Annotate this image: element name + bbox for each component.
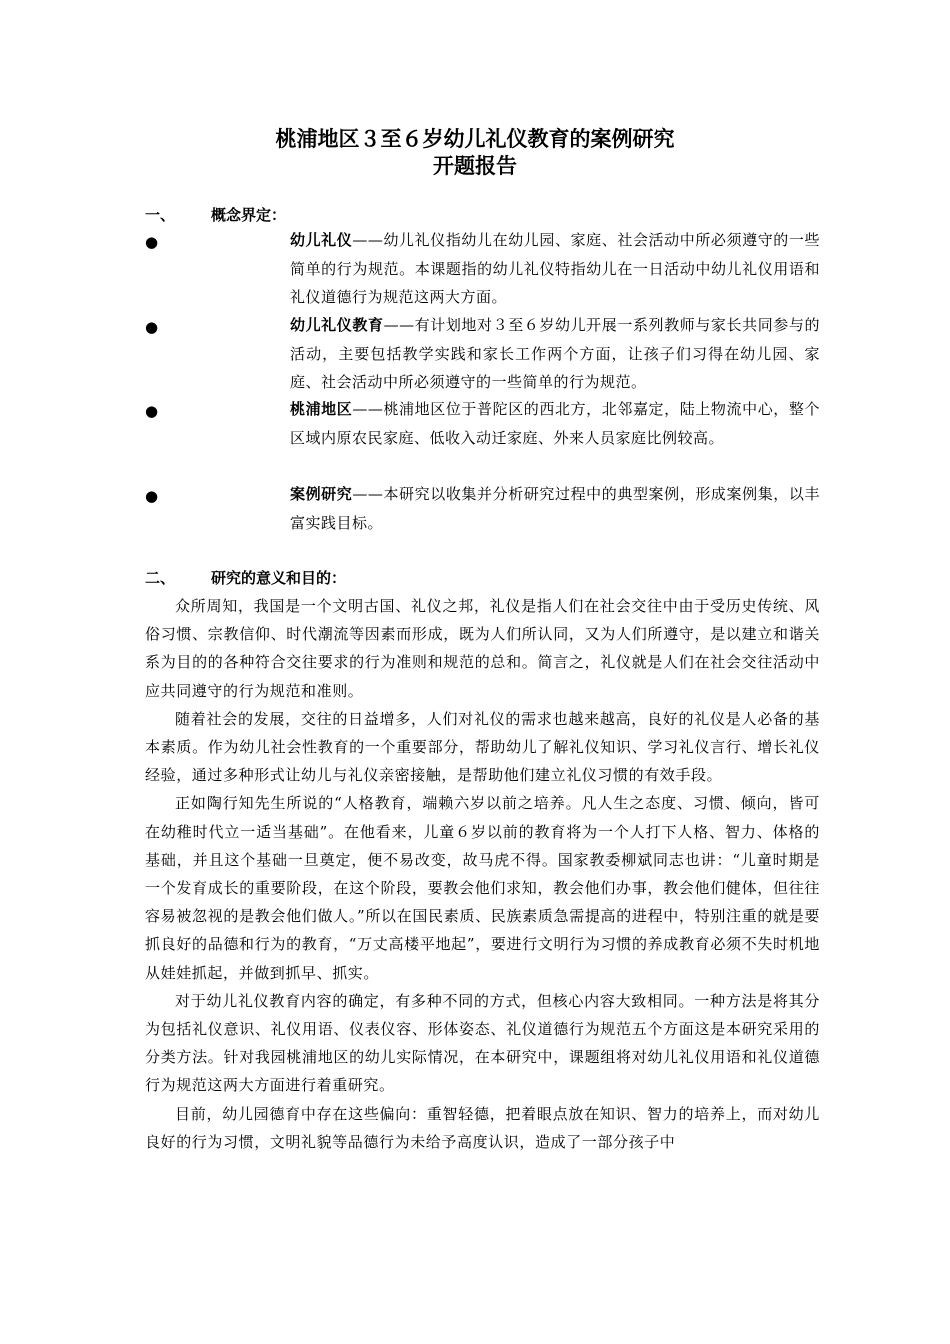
definition-text: ——桃浦地区位于普陀区的西北方，北邻嘉定，陆上物流中心，整个区域内原农民家庭、低收入动迁家庭、外来人员家庭比例较高。 xyxy=(290,400,820,447)
section1-title: 概念界定： xyxy=(211,206,287,224)
body-paragraph: 随着社会的发展，交往的日益增多，人们对礼仪的需求也越来越高，良好的礼仪是人必备的基本素质。作为幼儿社会性教育的一个重要部分，帮助幼儿了解礼仪知识、学习礼仪言行、增长礼仪经验，通过多种形式让幼儿与礼仪亲密接触，是帮助他们建立礼仪习惯的有效手段。 xyxy=(145,709,820,785)
bullet-icon: ● xyxy=(145,318,159,336)
body-paragraph: 正如陶行知先生所说的“人格教育，端赖六岁以前之培养。凡人生之态度、习惯、倾向，皆可在幼稚时代立一适当基础”。在他看来，儿童６岁以前的教育将为一个人打下人格、智力、体格的基础，并且这个基础一旦奠定，便不易改变，故马虎不得。国家教委柳斌同志也讲：“儿童时期是一个发育成长的重要阶段，在这个阶段，要教会他们求知，教会他们办事，教会他们健体，但往往容易被忽视的是教会他们做人。”所以在国民素质、民族素质急需提高的进程中，特别注重的就是要抓良好的品德和行为的教育，“万丈高楼平地起”，要进行文明行为习惯的养成教育必须不失时机地从娃娃抓起，并做到抓早、抓实。 xyxy=(145,794,820,982)
document-title: 桃浦地区３至６岁幼儿礼仪教育的案例研究 xyxy=(275,127,675,151)
body-paragraph: 众所周知，我国是一个文明古国、礼仪之邦，礼仪是指人们在社会交往中由于受历史传统、风俗习惯、宗教信仰、时代潮流等因素而形成，既为人们所认同，又为人们所遵守，是以建立和谐关系为目的的各种符合交往要求的行为准则和规范的总和。简言之，礼仪就是人们在社会交往活动中应共同遵守的行为规范和准则。 xyxy=(145,597,820,700)
section2-number: 二、 xyxy=(145,569,176,587)
bullet-icon: ● xyxy=(145,402,159,420)
definition-item xyxy=(290,480,820,537)
bullet-icon: ● xyxy=(145,487,159,505)
body-paragraph: 目前，幼儿园德育中存在这些偏向：重智轻德，把着眼点放在知识、智力的培养上，而对幼儿良好的行为习惯，文明礼貌等品德行为未给予高度认识，造成了一部分孩子中 xyxy=(145,1104,820,1151)
section1-number: 一、 xyxy=(145,206,176,224)
definition-text: ——有计划地对３至６岁幼儿开展一系列教师与家长共同参与的活动，主要包括教学实践和家长工作两个方面，让孩子们习得在幼儿园、家庭、社会活动中所必须遵守的一些简单的行为规范。 xyxy=(290,316,820,391)
definition-text: ——本研究以收集并分析研究过程中的典型案例，形成案例集，以丰富实践目标。 xyxy=(290,485,820,532)
section2-title: 研究的意义和目的： xyxy=(211,569,347,587)
definition-item xyxy=(290,311,820,397)
bullet-icon: ● xyxy=(145,233,159,251)
definition-text: ——幼儿礼仪指幼儿在幼儿园、家庭、社会活动中所必须遵守的一些简单的行为规范。本课题指的幼儿礼仪特指幼儿在一日活动中幼儿礼仪用语和礼仪道德行为规范这两大方面。 xyxy=(290,231,820,306)
section2-body xyxy=(145,592,820,1156)
definition-term: 案例研究 xyxy=(290,485,353,503)
definition-item xyxy=(290,226,820,312)
definition-term: 桃浦地区 xyxy=(290,400,353,418)
section1-heading xyxy=(145,205,286,225)
body-paragraph: 对于幼儿礼仪教育内容的确定，有多种不同的方式，但核心内容大致相同。一种方法是将其分为包括礼仪意识、礼仪用语、仪表仪容、形体姿态、礼仪道德行为规范五个方面这是本研究采用的分类方法。针对我园桃浦地区的幼儿实际情况，在本研究中，课题组将对幼儿礼仪用语和礼仪道德行为规范这两大方面进行着重研究。 xyxy=(145,991,820,1095)
definition-item xyxy=(290,395,820,452)
section2-heading xyxy=(145,568,346,588)
definition-term: 幼儿礼仪教育 xyxy=(290,316,384,334)
definition-term: 幼儿礼仪 xyxy=(290,231,353,249)
document-subtitle: 开题报告 xyxy=(433,154,517,178)
